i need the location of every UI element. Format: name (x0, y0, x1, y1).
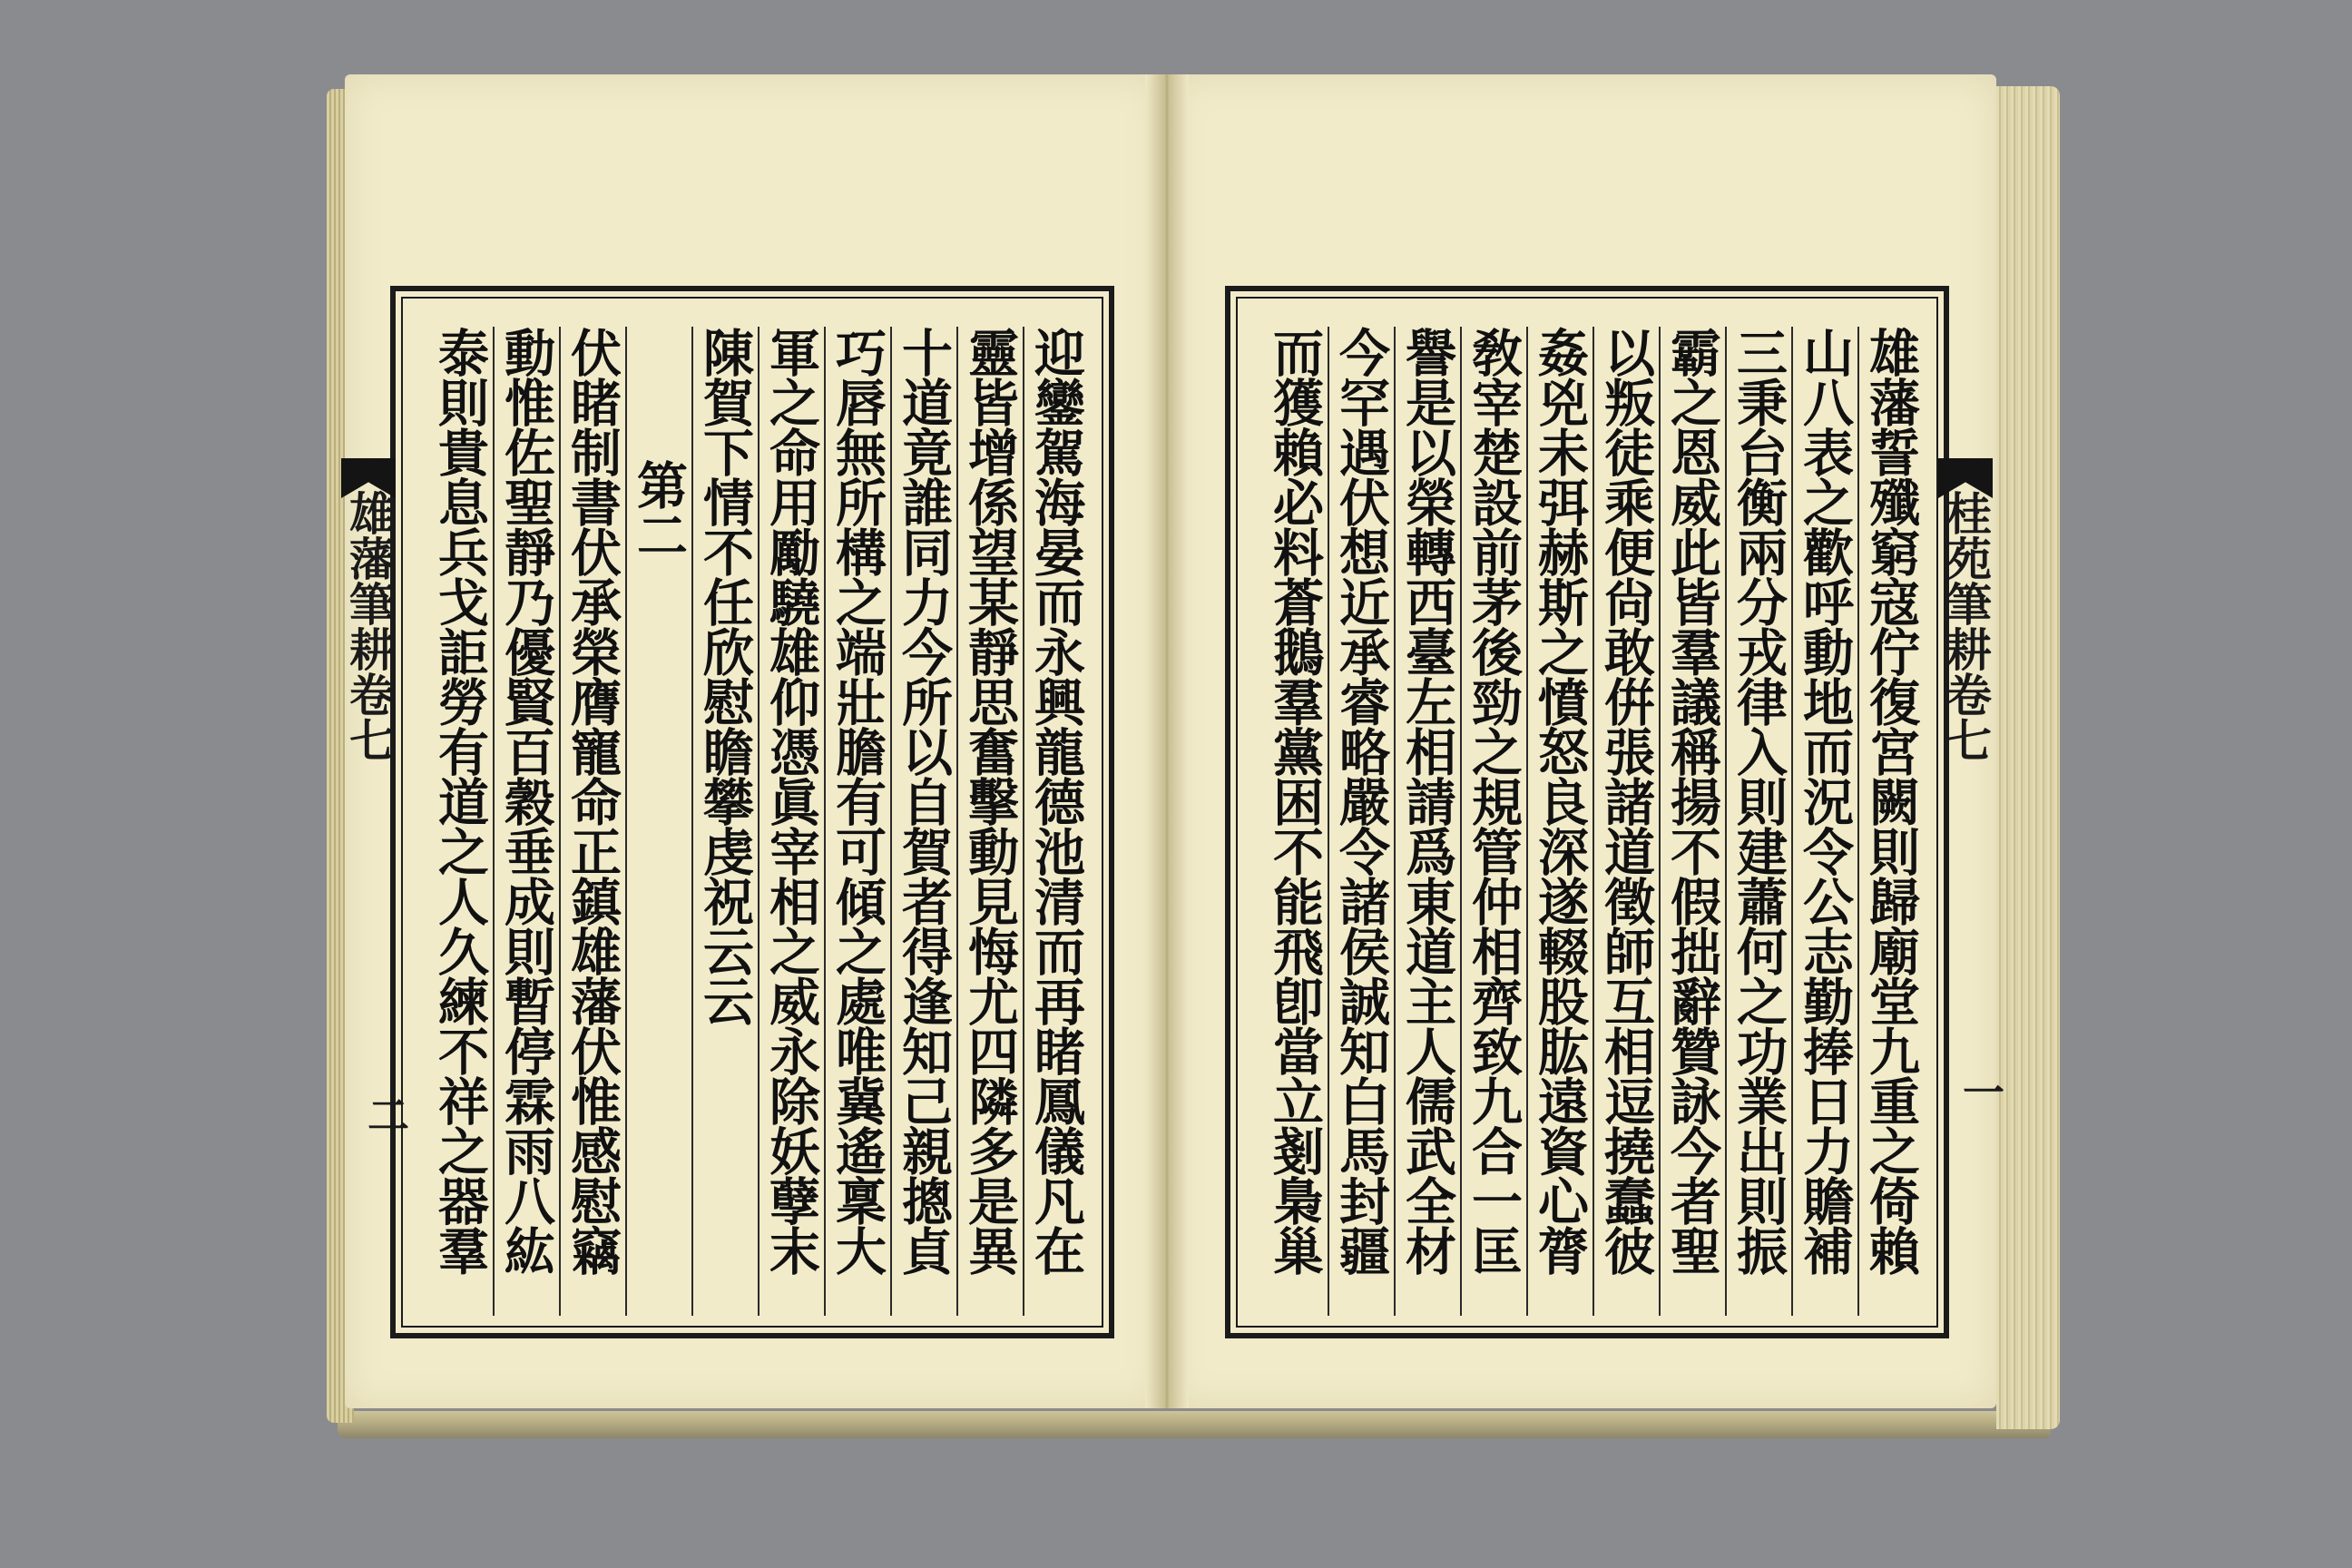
text-column: 以叛徒乘便尙敢倂張諸道徵師互相逗撓蠢彼 (1592, 327, 1659, 1316)
text-column: 伏睹制書伏承榮膺寵命正鎮雄藩伏惟感慰竊 (559, 327, 625, 1316)
text-column: 三秉台衡兩分戎律入則建蕭何之功業出則振 (1725, 327, 1791, 1316)
text-column: 譽是以榮轉西臺左相請爲東道主人儒武全材 (1394, 327, 1460, 1316)
text-column: 陳賀下情不任欣慰瞻攀虔祝云云 (691, 327, 758, 1316)
text-column: 十道竟誰同力今所以自賀者得逢知己親摠貞 (890, 327, 956, 1316)
right-page-text-columns (1239, 327, 1924, 1316)
text-column: 動惟佐聖靜乃優賢百穀垂成則暫停霖雨八紘 (493, 327, 559, 1316)
text-column: 巧唇無所構之端壯膽有可傾之處唯冀遙稟大 (824, 327, 890, 1316)
text-column: 靈皆增係望某靜思奮擊動見悔尤四隣多是異 (956, 327, 1023, 1316)
text-column: 迎鑾駕海晏而永興龍德池清而再睹鳳儀凡在 (1023, 327, 1089, 1316)
left-center-strip-title: 雄藩筆耕卷七 (342, 490, 396, 762)
text-column: 姦兇未弭赫斯之憤怒良深遂輟股肱遠資心膂 (1526, 327, 1592, 1316)
left-page-text-columns (404, 327, 1089, 1316)
page-block-right-edge (1996, 86, 2060, 1429)
page-block-bottom-edge (338, 1411, 2051, 1438)
text-column: 雄藩誓殲窮寇佇復宮闕則歸廟堂九重之倚賴 (1857, 327, 1924, 1316)
text-column: 今罕遇伏想近承睿略嚴令諸侯誠知白馬封疆 (1328, 327, 1394, 1316)
left-leaf-number: 二 (361, 1093, 410, 1135)
text-column: 泰則貴息兵戈詎勞有道之人久練不祥之器羣 (430, 327, 490, 1275)
text-column: 敎宰楚設前茅後勁之規管仲相齊致九合一匡 (1460, 327, 1526, 1316)
right-center-strip-title: 桂苑筆耕卷七 (1939, 490, 1993, 762)
book-gutter (1145, 74, 1189, 1408)
section-heading-column: 第二 (625, 327, 691, 1316)
text-column: 軍之命用勵驍雄仰憑眞宰相之威永除妖孽末 (758, 327, 824, 1316)
text-column: 而獲賴必料蒼鵝羣黨困不能飛卽當立剗梟巢 (1265, 327, 1325, 1275)
right-leaf-number: 一 (1956, 1071, 2005, 1112)
text-column: 霸之恩威此皆羣議稱揚不假拙辭贊詠今者聖 (1659, 327, 1725, 1316)
text-column: 山八表之歡呼動地而況令公志勤捧日力贍補 (1791, 327, 1857, 1316)
